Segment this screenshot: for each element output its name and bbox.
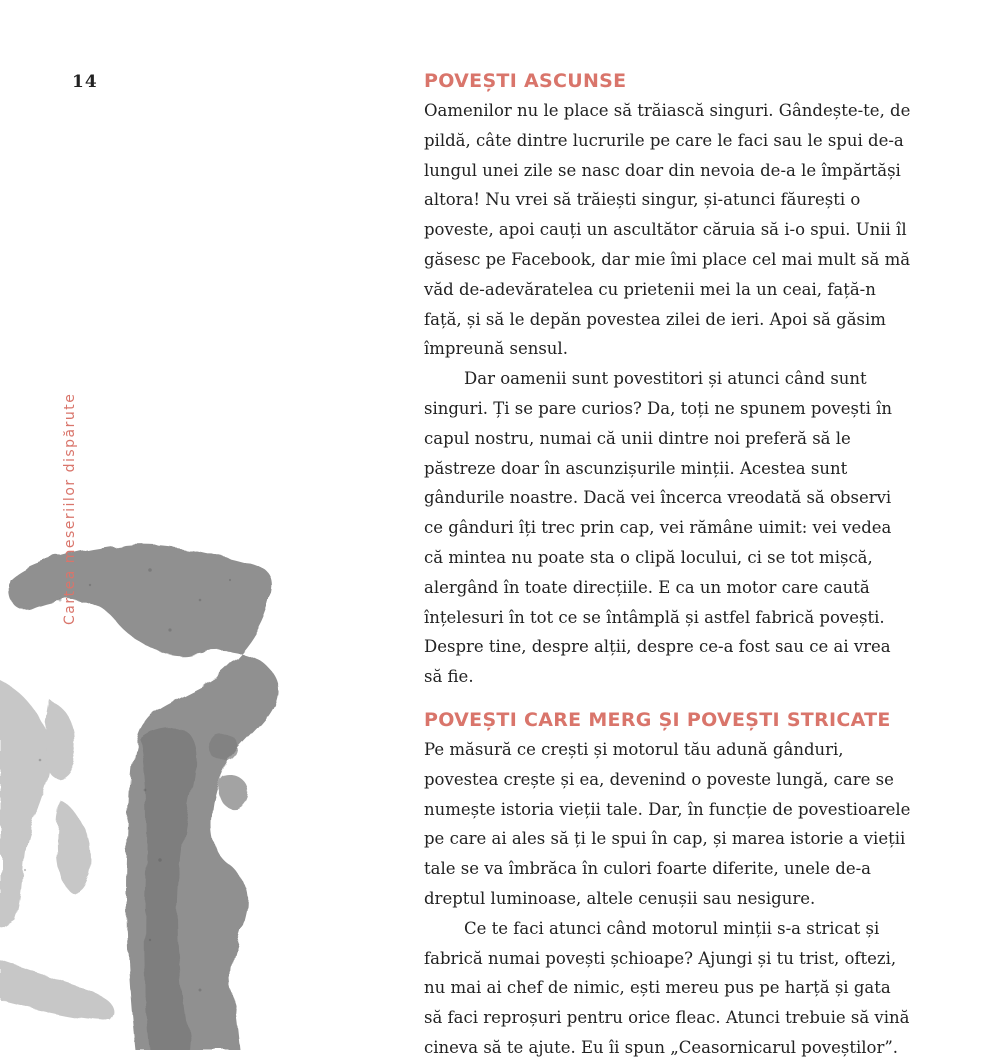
paragraph: Pe măsură ce crești și motorul tău adună gânduri, povestea crește și ea, devenind o poveste lungă, care se numește istoria vieții tale. Dar, în funcție de povestioarele pe care ai ales să ți le spui în cap, și marea istorie a vieții tale se va îmbrăca în culori foarte diferite, unele de-a dreptul luminoase, altele cenușii sau nesigure. <box>424 739 911 908</box>
ink-texture-left <box>0 680 114 1020</box>
main-text-column <box>424 66 914 1063</box>
section-heading-povesti-care-merg: POVEȘTI CARE MERG ȘI POVEȘTI STRICATE <box>424 708 891 731</box>
paragraph: Oamenilor nu le place să trăiască singuri. Gândește-te, de pildă, câte dintre lucrurile pe care le faci sau le spui de-a lungul unei zile se nasc doar din nevoia de-a le împărtăși altora! Nu vrei să trăiești singur, și-atunci făurești o poveste, apoi cauți un ascultător căruia să i-o spui. Unii îl găsesc pe Facebook, dar mie îmi place cel mai mult să mă văd de-adevăratelea cu prietenii mei la un ceai, față-n față, și să le depăn povestea zilei de ieri. Apoi să găsim împreună sensul. <box>424 101 911 359</box>
paragraph: Dar oamenii sunt povestitori și atunci când sunt singuri. Ți se pare curios? Da, toți ne spunem povești în capul nostru, numai că unii dintre noi preferă să le păstreze doar în ascunzișurile minții. Acestea sunt gândurile noastre. Dacă vei încerca vreodată să observi ce gânduri îți trec prin cap, vei rămâne uimit: vei vedea că mintea nu poate sta o clipă locului, ci se tot mișcă, alergând în toate direcțiile. E ca un motor care caută înțelesuri în tot ce se întâmplă și astfel fabrică povești. Despre tine, despre alții, despre ce-a fost sau ce ai vrea să fie. <box>424 369 892 687</box>
running-title-vertical: Cartea meseriilor dispărute <box>62 392 78 625</box>
section-heading-povesti-ascunse: POVEȘTI ASCUNSE <box>424 70 627 92</box>
paragraph: Ce te faci atunci când motorul minții s-a stricat și fabrică numai povești șchioape? Ajungi și tu trist, oftezi, nu mai ai chef de nimic, ești mereu pus pe harță și gata să faci reproșuri pentru orice fleac. Atunci trebuie să vină cineva să te ajute. Eu îi spun „Ceasornicarul poveștilor”. <box>424 918 910 1057</box>
ink-illustration <box>0 540 360 1050</box>
page-number: 14 <box>72 72 98 92</box>
